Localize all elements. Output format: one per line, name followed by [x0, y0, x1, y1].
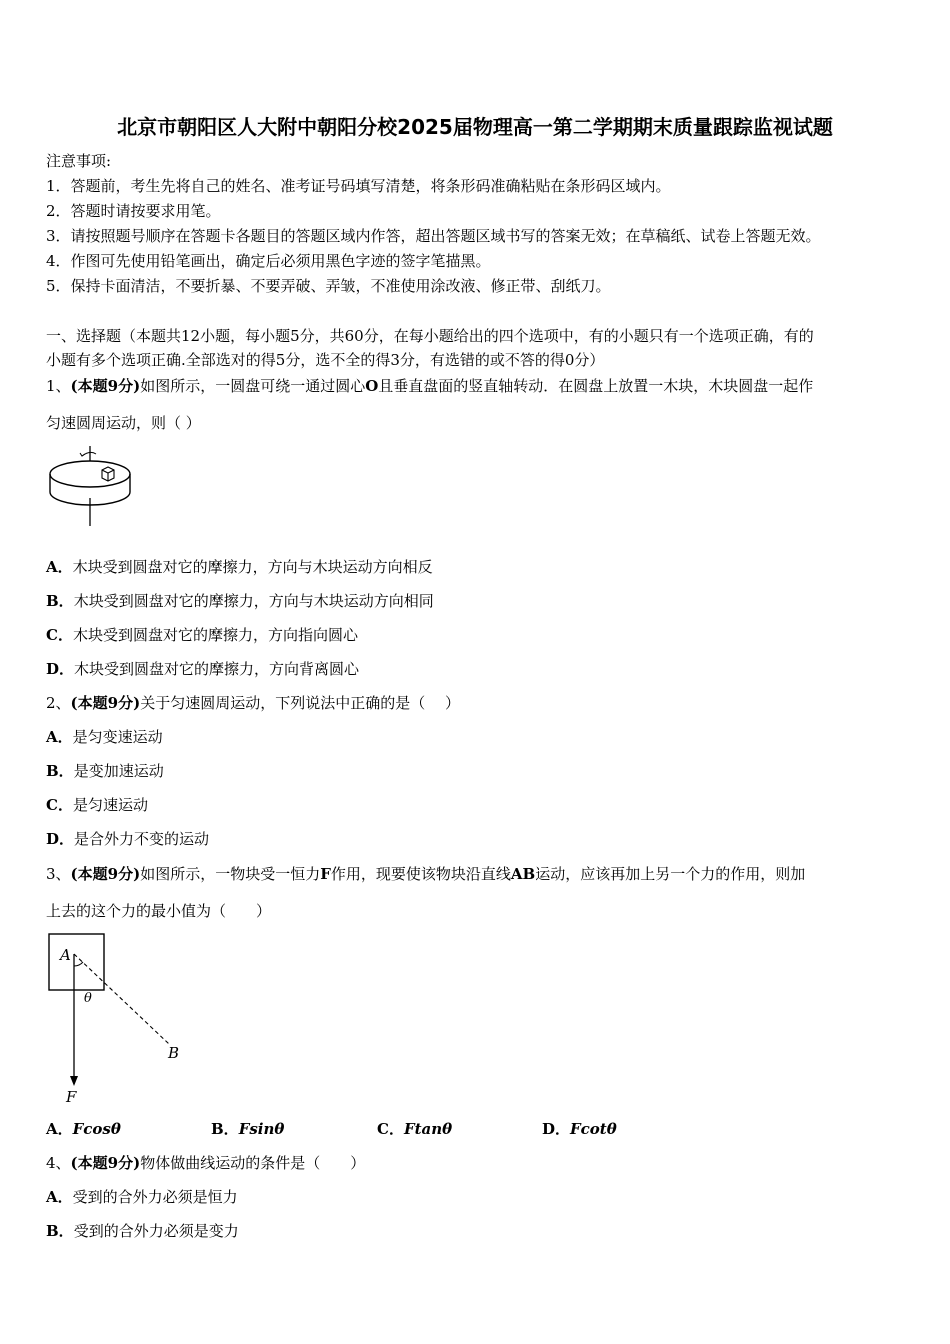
option-label: A． [46, 728, 73, 746]
q4-stem [46, 1153, 365, 1173]
option-label: A． [46, 1120, 73, 1138]
q1-option [46, 591, 434, 611]
q1-option [46, 659, 359, 679]
q3-stem-line2: 上去的这个力的最小值为（ ） [46, 902, 272, 920]
option-text: 木块受到圆盘对它的摩擦力，方向与木块运动方向相反 [72, 558, 433, 576]
q1-option [46, 557, 433, 577]
q1-option [46, 625, 358, 645]
q1-score-tag: (本题9分) [70, 377, 141, 395]
option-text: Ftanθ [403, 1120, 453, 1138]
q3-stem-text: 如图所示，一物块受一恒力 [140, 865, 321, 883]
block [49, 934, 104, 990]
label-b: B [168, 1044, 180, 1062]
q2-option [46, 829, 209, 849]
q2-stem-text: 关于匀速圆周运动，下列说法中正确的是（ ） [140, 694, 460, 712]
option-text: 木块受到圆盘对它的摩擦力，方向背离圆心 [74, 660, 360, 678]
q3-option [46, 1119, 121, 1139]
q1-disk-figure [44, 444, 136, 528]
note-item: 4．作图可先使用铅笔画出，确定后必须用黑色字迹的签字笔描黑。 [46, 252, 491, 270]
q2-stem [46, 693, 460, 713]
label-f: F [66, 1088, 77, 1105]
note-item: 1．答题前，考生先将自己的姓名、准考证号码填写清楚，将条形码准确粘贴在条形码区域内。 [46, 177, 671, 195]
option-text: 受到的合外力必须是变力 [73, 1222, 239, 1240]
option-text: 受到的合外力必须是恒力 [72, 1188, 238, 1206]
option-label: B． [46, 1222, 74, 1240]
q3-stem-text: 运动，应该再加上另一个力的作用，则加 [535, 865, 806, 883]
q4-number: 4、 [46, 1154, 71, 1172]
q1-center-o: O [365, 377, 379, 395]
option-label: D． [542, 1120, 571, 1138]
notes-heading: 注意事项: [46, 152, 112, 170]
q3-option [542, 1119, 617, 1139]
note-item: 5．保持卡面清洁，不要折暴、不要弄破、弄皱，不准使用涂改液、修正带、刮纸刀。 [46, 277, 611, 295]
q3-force-figure [44, 930, 194, 1105]
option-label: B． [46, 762, 74, 780]
option-text: 木块受到圆盘对它的摩擦力，方向指向圆心 [72, 626, 358, 644]
q2-option [46, 761, 164, 781]
section-header-line2: 小题有多个选项正确.全部选对的得5分，选不全的得3分，有选错的或不答的得0分） [46, 351, 605, 369]
option-label: D． [46, 830, 75, 848]
q3-score-tag: (本题9分) [70, 865, 141, 883]
q4-stem-text: 物体做曲线运动的条件是（ ） [140, 1154, 366, 1172]
option-text: 是匀变速运动 [72, 728, 163, 746]
q2-score-tag: (本题9分) [70, 694, 141, 712]
q3-line-ab: AB [510, 865, 536, 883]
q3-option [377, 1119, 452, 1139]
option-text: 是合外力不变的运动 [74, 830, 210, 848]
wood-block [102, 467, 114, 481]
option-text: 木块受到圆盘对它的摩擦力，方向与木块运动方向相同 [73, 592, 434, 610]
q3-stem-text: 作用，现要使该物块沿直线 [330, 865, 511, 883]
option-label: D． [46, 660, 75, 678]
option-label: A． [46, 1188, 73, 1206]
note-item: 2．答题时请按要求用笔。 [46, 202, 221, 220]
q4-option [46, 1221, 239, 1241]
q3-option [211, 1119, 284, 1139]
option-text: 是变加速运动 [73, 762, 164, 780]
q3-number: 3、 [46, 865, 71, 883]
q1-stem-line2: 匀速圆周运动，则（ ） [46, 414, 201, 432]
q2-option [46, 795, 148, 815]
option-label: C． [46, 626, 73, 644]
q2-number: 2、 [46, 694, 71, 712]
option-label: B． [211, 1120, 239, 1138]
option-text: Fcosθ [72, 1120, 121, 1138]
option-text: 是匀速运动 [72, 796, 148, 814]
option-text: Fcotθ [570, 1120, 617, 1138]
q4-score-tag: (本题9分) [70, 1154, 141, 1172]
option-label: C． [46, 796, 73, 814]
page-title: 北京市朝阳区人大附中朝阳分校2025届物理高一第二学期期末质量跟踪监视试题 [117, 115, 833, 139]
option-label: B． [46, 592, 74, 610]
section-header-line1: 一、选择题（本题共12小题，每小题5分，共60分，在每小题给出的四个选项中，有的小题只有一个选项正确，有的 [46, 327, 814, 345]
q3-force-f: F [320, 865, 331, 883]
option-text: Fsinθ [238, 1120, 285, 1138]
q1-stem-text: 如图所示，一圆盘可绕一通过圆心 [140, 377, 366, 395]
q2-option [46, 727, 163, 747]
force-arrowhead [70, 1076, 78, 1086]
q1-number: 1、 [46, 377, 71, 395]
option-label: A． [46, 558, 73, 576]
label-a: A [60, 946, 71, 964]
q1-stem-text: 且垂直盘面的竖直轴转动．在圆盘上放置一木块，木块圆盘一起作 [378, 377, 814, 395]
q1-stem-line1 [46, 376, 813, 396]
q4-option [46, 1187, 238, 1207]
note-item: 3．请按照题号顺序在答题卡各题目的答题区域内作答，超出答题区域书写的答案无效；在草稿纸、试卷上答题无效。 [46, 227, 821, 245]
disk-top [50, 461, 130, 487]
q3-stem-line1 [46, 864, 805, 884]
label-theta: θ [84, 991, 92, 1006]
option-label: C． [377, 1120, 404, 1138]
